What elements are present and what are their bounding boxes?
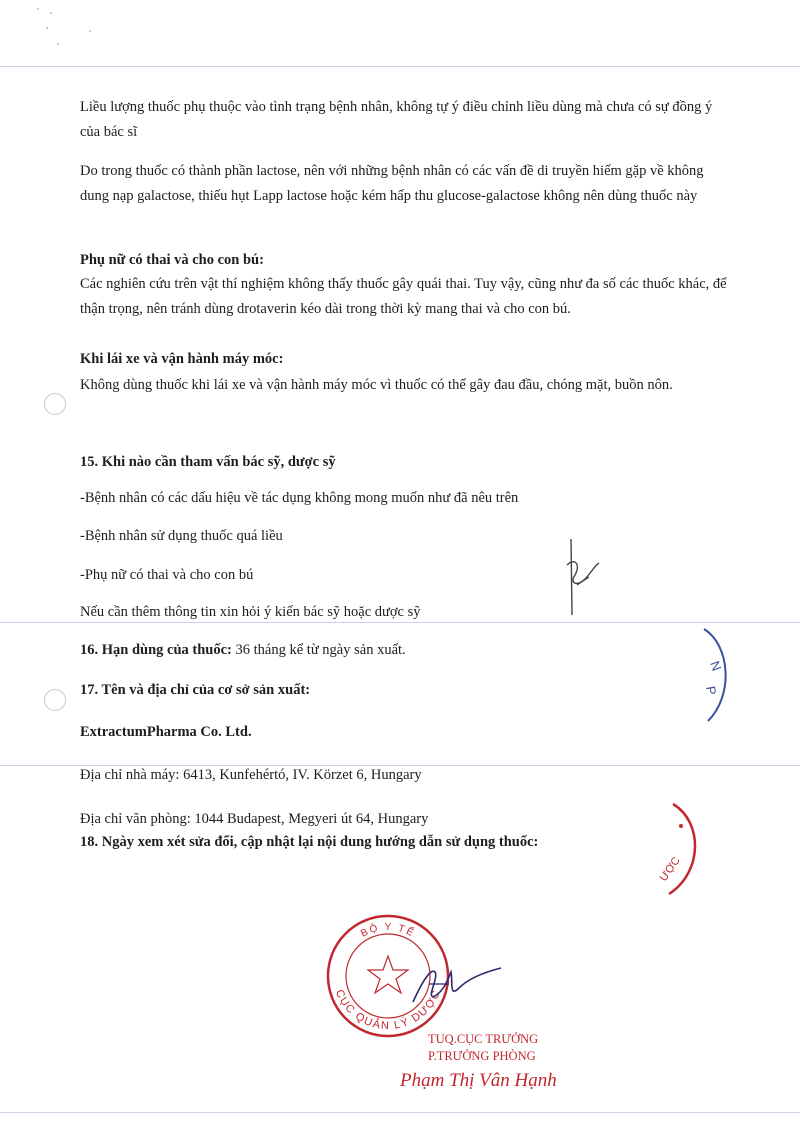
svg-text:ƯỢC: ƯỢC xyxy=(657,854,683,884)
official-signature xyxy=(405,950,505,1020)
scan-speck xyxy=(57,43,59,45)
svg-text:P: P xyxy=(703,684,720,697)
initials-signature xyxy=(555,535,615,620)
scan-speck xyxy=(37,8,39,10)
pregnancy-heading: Phụ nữ có thai và cho con bú: xyxy=(80,252,264,268)
scan-line xyxy=(0,66,800,67)
scan-speck xyxy=(50,12,52,14)
section-17-heading: 17. Tên và địa chỉ của cơ sở sản xuất: xyxy=(80,682,311,698)
driving-text: Không dùng thuốc khi lái xe và vận hành máy móc vì thuốc có thể gây đau đầu, chóng mặt, buồn nôn. xyxy=(80,377,673,393)
official-name-signature: Phạm Thị Vân Hạnh xyxy=(400,1070,557,1091)
section-15-heading: 15. Khi nào cần tham vấn bác sỹ, dược sỹ xyxy=(80,454,336,470)
office-address: Địa chỉ văn phòng: 1044 Budapest, Megyeri út 64, Hungary xyxy=(80,811,429,827)
section-16-value: 36 tháng kể từ ngày sản xuất. xyxy=(231,642,406,658)
svg-text:BỘ Y TẾ xyxy=(359,921,417,940)
section-15-item: -Bệnh nhân có các dấu hiệu về tác dụng không mong muốn như đã nêu trên xyxy=(80,490,519,506)
section-18-heading: 18. Ngày xem xét sửa đổi, cập nhật lại nội dung hướng dẫn sử dụng thuốc: xyxy=(80,834,539,850)
scan-speck xyxy=(89,30,91,32)
punch-hole xyxy=(44,393,66,415)
company-name: ExtractumPharma Co. Ltd. xyxy=(80,724,252,740)
section-15-item: -Bệnh nhân sử dụng thuốc quá liều xyxy=(80,528,283,544)
partial-stamp-red xyxy=(655,800,715,900)
star-emblem-icon xyxy=(368,956,408,993)
seal-top-text: BỘ Y TẾ xyxy=(359,921,417,940)
section-16-line xyxy=(80,638,730,663)
pregnancy-text: Các nghiên cứu trên vật thí nghiệm không thấy thuốc gây quái thai. Tuy vậy, cũng như đa số các thuốc khác, để thận trọng, nên tránh dùng drotaverin kéo dài trong thời kỳ mang thai và cho con bú. xyxy=(80,276,727,317)
section-15-item: Nếu cần thêm thông tin xin hỏi ý kiến bác sỹ hoặc dược sỹ xyxy=(80,604,421,620)
dosage-paragraph: Liều lượng thuốc phụ thuộc vào tình trạng bệnh nhân, không tự ý điều chỉnh liều dùng mà chưa có sự đồng ý của bác sĩ xyxy=(80,99,713,140)
scan-speck xyxy=(46,27,48,29)
official-title-line1: TUQ.CỤC TRƯỞNG xyxy=(428,1032,539,1046)
svg-text:N: N xyxy=(707,658,725,673)
driving-heading: Khi lái xe và vận hành máy móc: xyxy=(80,351,284,367)
official-title-line2: P.TRƯỞNG PHÒNG xyxy=(428,1049,536,1063)
section-15-item: -Phụ nữ có thai và cho con bú xyxy=(80,567,254,583)
factory-address: Địa chỉ nhà máy: 6413, Kunfehértó, IV. Körzet 6, Hungary xyxy=(80,767,422,783)
partial-stamp-blue xyxy=(690,625,750,725)
lactose-paragraph: Do trong thuốc có thành phần lactose, nên với những bệnh nhân có các vấn đề di truyền hiếm gặp về không dung nạp galactose, thiếu hụt Lapp lactose hoặc kém hấp thu glucose-galactose không nên dùng thuốc này xyxy=(80,163,704,204)
scan-line xyxy=(0,1112,800,1113)
punch-hole xyxy=(44,689,66,711)
seal-bottom-text: CỤC QUẢN LÝ DƯỢC xyxy=(332,987,444,1033)
section-16-label: 16. Hạn dùng của thuốc: xyxy=(80,642,232,658)
